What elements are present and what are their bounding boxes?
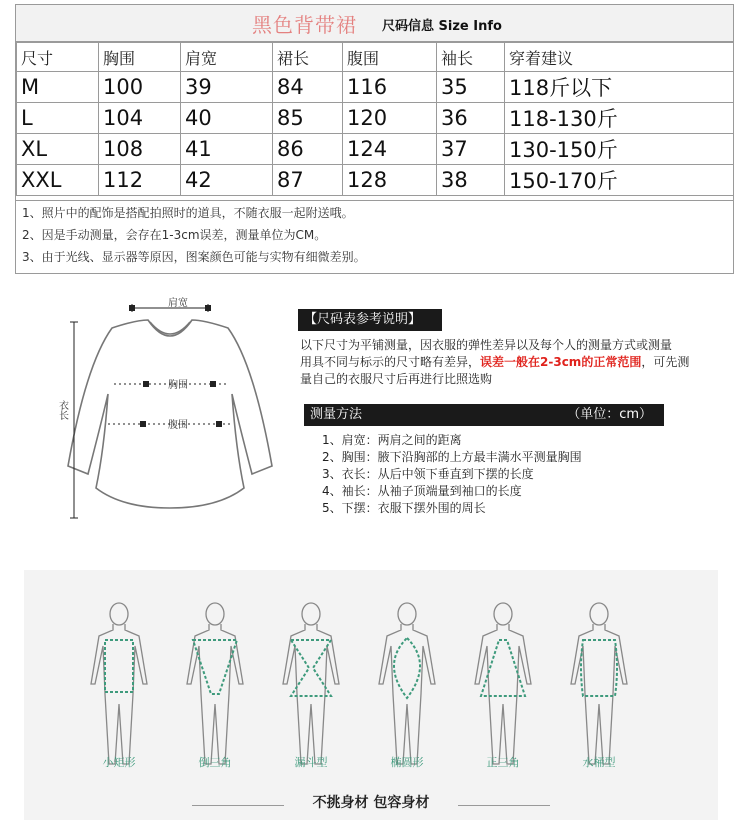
- explain-line: [300, 354, 730, 371]
- table-row: [17, 103, 734, 134]
- body-silhouette: [549, 594, 649, 774]
- body-type-label: 水桶型: [582, 756, 616, 769]
- size-chart-title-bar: [16, 5, 733, 42]
- table-cell: 130-150斤: [505, 134, 734, 165]
- table-cell: 40: [181, 103, 273, 134]
- table-cell: 118-130斤: [505, 103, 734, 134]
- table-cell: 84: [273, 72, 343, 103]
- error-range-highlight: 误差一般在2-3cm的正常范围: [480, 355, 642, 369]
- table-row: [17, 165, 734, 196]
- table-cell: 100: [99, 72, 181, 103]
- body-type-figure: [261, 594, 361, 784]
- table-cell: 120: [343, 103, 437, 134]
- size-table: [16, 42, 734, 196]
- body-type-figure: [453, 594, 553, 784]
- table-cell: 104: [99, 103, 181, 134]
- table-cell: 118斤以下: [505, 72, 734, 103]
- size-info-label: 尺码信息 Size Info: [382, 19, 502, 34]
- table-row: [17, 134, 734, 165]
- dress-outline: [68, 320, 272, 508]
- body-type-figure: [549, 594, 649, 784]
- table-cell: 116: [343, 72, 437, 103]
- table-cell: 36: [437, 103, 505, 134]
- body-types-panel: [24, 570, 718, 820]
- list-item: 3、衣长：从后中领下垂直到下摆的长度: [322, 467, 534, 481]
- table-cell: 41: [181, 134, 273, 165]
- unit-label: （单位：cm）: [567, 407, 652, 422]
- header-waist: 腹围: [343, 43, 437, 72]
- measure-markers: [129, 305, 222, 427]
- list-item: 1、肩宽：两肩之间的距离: [322, 433, 462, 447]
- list-item: 4、袖长：从袖子顶端量到袖口的长度: [322, 484, 522, 498]
- body-type-figure: [165, 594, 265, 784]
- body-type-figure: [69, 594, 169, 784]
- method-title: 测量方法: [310, 407, 363, 422]
- body-silhouette: [453, 594, 553, 774]
- header-shoulder: 肩宽: [181, 43, 273, 72]
- note-line: 2、因是手动测量，会存在1-3cm误差，测量单位为CM。: [22, 228, 327, 242]
- table-cell: XL: [17, 134, 99, 165]
- size-reference-header: 【尺码表参考说明】: [298, 309, 442, 331]
- table-cell: 35: [437, 72, 505, 103]
- table-cell: 37: [437, 134, 505, 165]
- header-sleeve: 袖长: [437, 43, 505, 72]
- body-type-label: 漏斗型: [294, 756, 328, 769]
- body-type-label: 小矩形: [102, 756, 136, 769]
- measurement-method-list: [322, 432, 582, 517]
- header-suggestion: 穿着建议: [505, 43, 734, 72]
- list-item: 2、胸围：腋下沿胸部的上方最丰满水平测量胸围: [322, 450, 582, 464]
- divider-line: [458, 805, 550, 806]
- table-cell: 150-170斤: [505, 165, 734, 196]
- table-row: [17, 72, 734, 103]
- shoulder-label: 肩宽: [168, 298, 188, 309]
- product-name: 黑色背带裙: [252, 13, 357, 37]
- table-cell: 108: [99, 134, 181, 165]
- size-reference-text: [300, 337, 730, 388]
- table-cell: M: [17, 72, 99, 103]
- body-silhouette: [165, 594, 265, 774]
- length-label: 衣长: [56, 400, 68, 420]
- explain-line: 以下尺寸为平铺测量，因衣服的弹性差异以及每个人的测量方式或测量: [300, 338, 673, 352]
- garment-measurement-diagram: [40, 290, 280, 530]
- table-cell: L: [17, 103, 99, 134]
- table-cell: 38: [437, 165, 505, 196]
- table-cell: XXL: [17, 165, 99, 196]
- table-header-row: [17, 43, 734, 72]
- body-type-label: 正三角: [486, 756, 520, 769]
- header-chest: 胸围: [99, 43, 181, 72]
- header-length: 裙长: [273, 43, 343, 72]
- table-cell: 87: [273, 165, 343, 196]
- table-cell: 39: [181, 72, 273, 103]
- body-type-figure: [357, 594, 457, 784]
- note-line: 1、照片中的配饰是搭配拍照时的道具，不随衣服一起附送哦。: [22, 206, 354, 220]
- waist-label: 腹围: [168, 420, 188, 431]
- body-silhouette: [261, 594, 361, 774]
- explain-text-part: 用具不同与标示的尺寸略有差异，: [300, 355, 481, 369]
- explain-line: 量自己的衣服尺寸后再进行比照选购: [300, 372, 493, 386]
- table-cell: 128: [343, 165, 437, 196]
- measurement-method-header: [304, 404, 664, 426]
- notes-block: [16, 200, 733, 274]
- table-cell: 42: [181, 165, 273, 196]
- table-cell: 85: [273, 103, 343, 134]
- header-size: 尺寸: [17, 43, 99, 72]
- body-silhouette: [69, 594, 169, 774]
- table-cell: 124: [343, 134, 437, 165]
- measure-lines: [70, 304, 232, 518]
- tagline: 不挑身材 包容身材: [312, 795, 430, 811]
- explain-text-part: ，可先测: [641, 355, 690, 369]
- body-type-label: 倒三角: [198, 756, 232, 769]
- note-line: 3、由于光线、显示器等原因，图案颜色可能与实物有细微差别。: [22, 250, 366, 264]
- body-type-label: 椭圆形: [390, 756, 424, 769]
- table-cell: 112: [99, 165, 181, 196]
- chest-label: 胸围: [168, 380, 188, 391]
- body-silhouette: [357, 594, 457, 774]
- list-item: 5、下摆：衣服下摆外围的周长: [322, 501, 486, 515]
- table-cell: 86: [273, 134, 343, 165]
- size-chart-panel: [15, 4, 734, 274]
